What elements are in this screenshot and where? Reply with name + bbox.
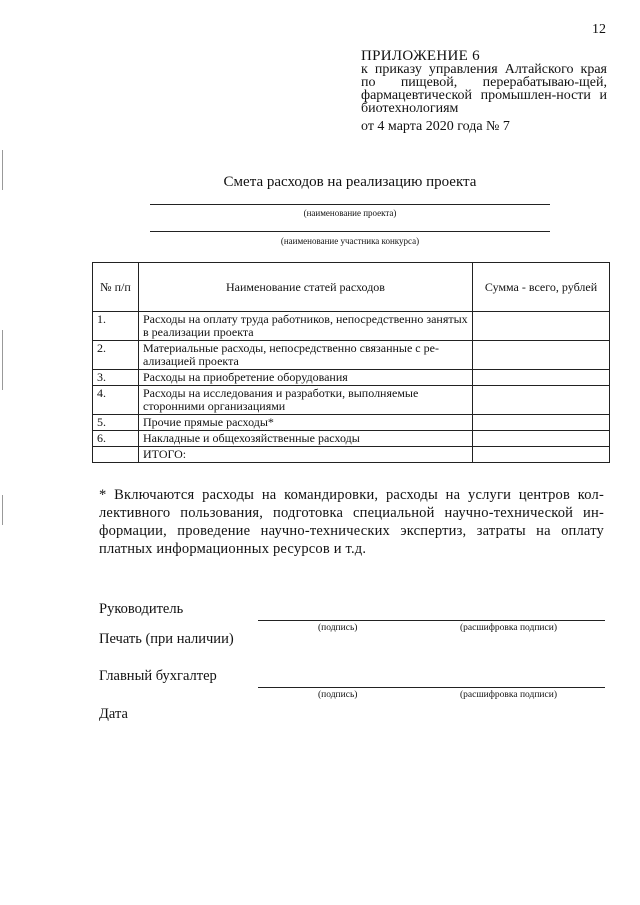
cost-table bbox=[92, 262, 610, 463]
accountant-decoding-caption: (расшифровка подписи) bbox=[460, 690, 557, 700]
row-name: Расходы на исследования и разработки, выполняемые сторонними организациями bbox=[139, 386, 473, 415]
scan-margin-mark bbox=[2, 495, 3, 525]
row-sum bbox=[473, 447, 610, 463]
scan-margin-mark bbox=[2, 330, 3, 390]
row-sum bbox=[473, 415, 610, 431]
header-num: № п/п bbox=[93, 263, 139, 312]
head-signature-caption: (подпись) bbox=[318, 623, 358, 633]
project-name-line bbox=[150, 204, 550, 205]
row-name: Расходы на оплату труда работников, непосредственно занятых в реализации проекта bbox=[139, 312, 473, 341]
row-sum bbox=[473, 370, 610, 386]
date-label: Дата bbox=[99, 706, 128, 722]
page-number: 12 bbox=[592, 22, 606, 37]
head-signature-line bbox=[258, 620, 605, 621]
accountant-signature-caption: (подпись) bbox=[318, 690, 358, 700]
appendix-title: ПРИЛОЖЕНИЕ 6 bbox=[361, 48, 480, 64]
row-num: 1. bbox=[93, 312, 139, 341]
row-num: 5. bbox=[93, 415, 139, 431]
appendix-date: от 4 марта 2020 года № 7 bbox=[361, 119, 510, 134]
row-sum bbox=[473, 431, 610, 447]
participant-name-line bbox=[150, 231, 550, 232]
row-sum bbox=[473, 341, 610, 370]
table-total-row bbox=[93, 447, 610, 463]
row-name: Расходы на приобретение оборудования bbox=[139, 370, 473, 386]
table-row bbox=[93, 312, 610, 341]
participant-name-caption: (наименование участника конкурса) bbox=[280, 236, 420, 246]
table-row bbox=[93, 431, 610, 447]
head-decoding-caption: (расшифровка подписи) bbox=[460, 623, 557, 633]
document-heading: Смета расходов на реализацию проекта bbox=[223, 174, 477, 190]
row-num bbox=[93, 447, 139, 463]
accountant-signature-line bbox=[258, 687, 605, 688]
footnote: * Включаются расходы на командировки, расходы на услуги центров кол-лективного пользования, подготовка специальной научно-технической ин-формации, проведение научно-технических экспертиз, затраты на оплату платных информационных ресурсов и т.д. bbox=[99, 487, 604, 557]
table-row bbox=[93, 370, 610, 386]
row-num: 3. bbox=[93, 370, 139, 386]
table-row bbox=[93, 341, 610, 370]
table-header-row bbox=[93, 263, 610, 312]
row-name: Прочие прямые расходы* bbox=[139, 415, 473, 431]
row-name: ИТОГО: bbox=[139, 447, 473, 463]
row-num: 4. bbox=[93, 386, 139, 415]
appendix-block bbox=[361, 50, 607, 133]
row-num: 2. bbox=[93, 341, 139, 370]
header-name: Наименование статей расходов bbox=[139, 263, 473, 312]
row-name: Материальные расходы, непосредственно связанные с ре-ализацией проекта bbox=[139, 341, 473, 370]
row-num: 6. bbox=[93, 431, 139, 447]
table-row bbox=[93, 386, 610, 415]
table-row bbox=[93, 415, 610, 431]
header-sum: Сумма - всего, рублей bbox=[473, 263, 610, 312]
project-name-caption: (наименование проекта) bbox=[303, 208, 397, 218]
accountant-label: Главный бухгалтер bbox=[99, 668, 217, 684]
head-label: Руководитель bbox=[99, 601, 184, 617]
appendix-body: к приказу управления Алтайского края по пищевой, перерабатываю-щей, фармацевтической промышлен-ности и биотехнологиям bbox=[361, 62, 607, 116]
stamp-label: Печать (при наличии) bbox=[99, 631, 234, 647]
row-sum bbox=[473, 312, 610, 341]
row-sum bbox=[473, 386, 610, 415]
row-name: Накладные и общехозяйственные расходы bbox=[139, 431, 473, 447]
